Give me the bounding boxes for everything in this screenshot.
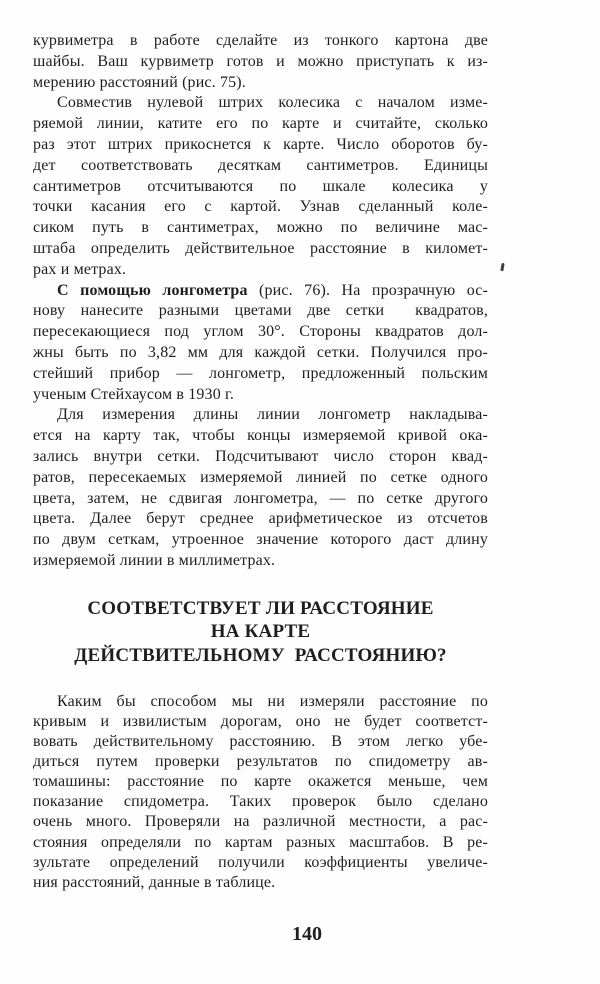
text-line: измеряемой линии в миллиметрах. — [33, 551, 276, 569]
page-number: 140 — [292, 923, 322, 945]
text-line: дет соответствовать десяткам сантиметров. Единицы — [33, 156, 488, 174]
text-line: раз этот штрих прикоснется к карте. Число оборотов бу- — [33, 135, 488, 153]
heading-line: НА КАРТЕ — [210, 621, 311, 643]
scan-speck — [500, 263, 504, 271]
text-line: курвиметра в работе сделайте из тонкого картона две — [33, 32, 488, 49]
text-line: шайбы. Ваш курвиметр готов и можно приступать к из- — [33, 52, 488, 70]
paragraph-wheel-measuring — [33, 93, 488, 280]
text-line: пересекающиеся под углом 30°. Стороны квадратов дол- — [33, 323, 488, 341]
text-line: показание спидометра. Таких проверок было сделано — [33, 793, 488, 811]
heading-line: ДЕЙСТВИТЕЛЬНОМУ РАССТОЯНИЮ? — [74, 644, 447, 666]
heading-line: СООТВЕТСТВУЕТ ЛИ РАССТОЯНИЕ — [87, 597, 434, 619]
paragraph-speedometer-check — [33, 692, 488, 893]
text-line: ратов, пересекаемых измеряемой линией по сетке одного — [33, 468, 488, 486]
text-line: кривым и извилистым дорогам, оно не будет соответст- — [33, 713, 488, 730]
text-line: нову нанесите разными цветами две сетки квадратов, — [33, 302, 488, 320]
text-line: стояния определяли по картам разных масштабов. В ре- — [33, 833, 488, 851]
text-line: стейший прибор — лонгометр, предложенный польским — [33, 364, 488, 382]
text-line: цвета, затем, не сдвигая лонгометра, — по сетке другого — [33, 489, 488, 507]
text-line: томашины: расстояние по карте окажется меньше, чем — [33, 773, 488, 791]
text-line: жны быть по 3,82 мм для каждой сетки. Получился про- — [33, 343, 488, 361]
paragraph-longometer-usage — [33, 405, 488, 571]
text-line: очень много. Проверяли на различной местности, а рас- — [33, 813, 488, 831]
text-line: ется на карту так, чтобы концы измеряемой кривой ока- — [33, 427, 488, 445]
text-line: Для измерения длины линии лонгометр накладыва- — [57, 406, 488, 424]
text-line: зультате определений получили коэффициенты увеличе- — [33, 853, 488, 871]
text-line — [33, 281, 488, 302]
text-line: по двум сеткам, утроенное значение которого даст длину — [33, 531, 488, 549]
text-line: сиком путь в сантиметрах, можно по величине мас- — [33, 219, 488, 237]
body-text — [33, 31, 488, 893]
text-line: зались внутри сетки. Подсчитывают число сторон квад- — [33, 447, 488, 465]
text-line: Каким бы способом мы ни измеряли расстояние по — [57, 692, 488, 710]
text-line-rest: (рис. 76). На прозрачную ос- — [247, 281, 488, 299]
text-line: ученым Стейхаусом в 1930 г. — [33, 385, 235, 403]
text-line: ряемой линии, катите его по карте и считайте, сколько — [33, 115, 488, 133]
text-line: ния расстояний, данные в таблице. — [33, 873, 276, 891]
text-line: мерению расстояний (рис. 75). — [33, 73, 246, 91]
text-line: Совместив нулевой штрих колесика с началом изме- — [57, 94, 488, 112]
text-line: цвета. Далее берут среднее арифметическое из отсчетов — [33, 510, 488, 528]
bold-lead-in: С помощью лонгометра — [57, 281, 248, 299]
paragraph-curvimeter — [33, 31, 488, 93]
text-line: штаба определить действительное расстояние в километ- — [33, 239, 488, 257]
text-line: сантиметров отсчитываются по шкале колесика у — [33, 177, 488, 195]
section-heading — [33, 597, 488, 668]
text-line: вовать действительному расстоянию. В этом легко убе- — [33, 733, 488, 751]
paragraph-longometer — [33, 281, 488, 406]
text-line: диться путем проверки результатов по спидометру ав- — [33, 753, 488, 771]
text-line: рах и метрах. — [33, 260, 127, 278]
text-line: точки касания его с картой. Узнав сделанный коле- — [33, 198, 488, 216]
